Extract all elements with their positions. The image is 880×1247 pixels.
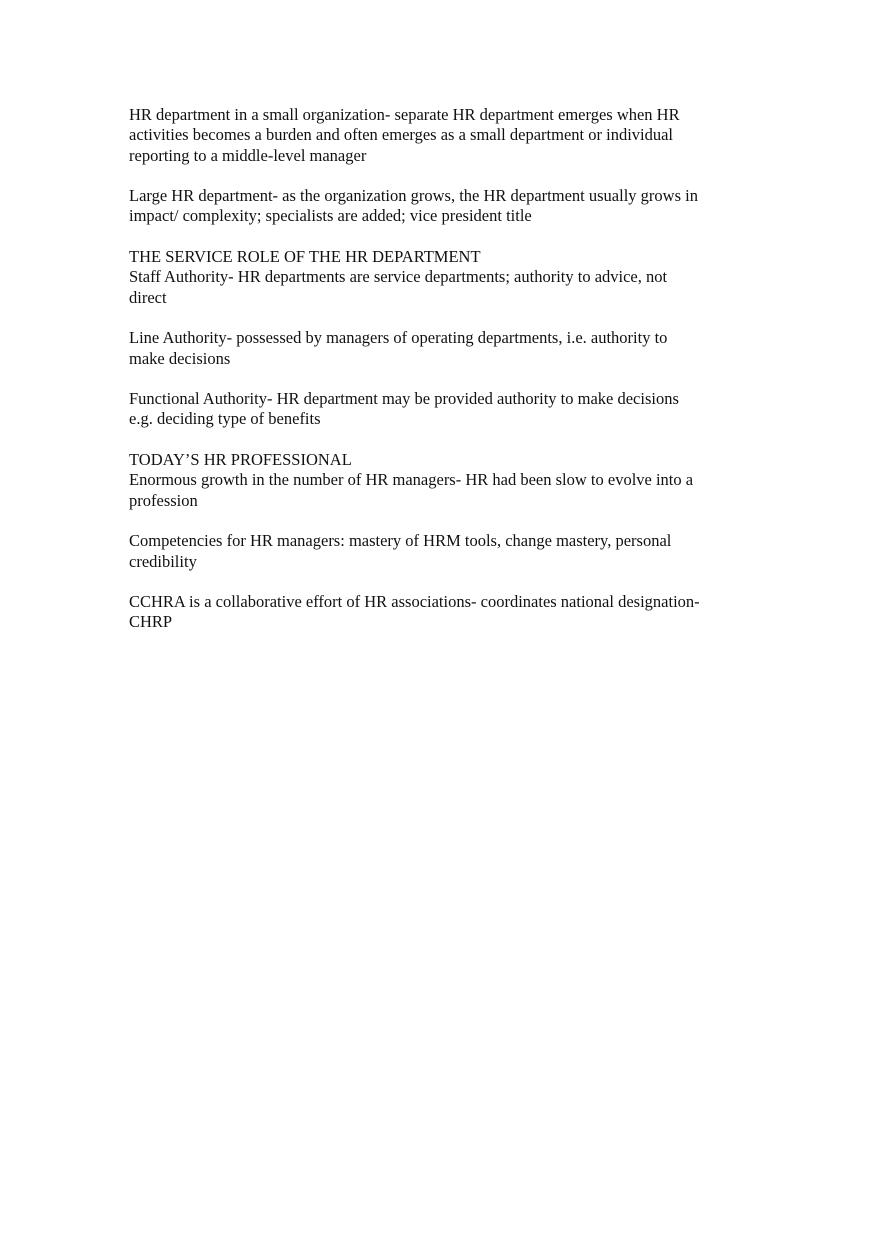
paragraph-cchra: CCHRA is a collaborative effort of HR associations- coordinates national designation- CHRP	[129, 592, 700, 632]
paragraph-gap	[129, 227, 739, 247]
heading-service-role: THE SERVICE ROLE OF THE HR DEPARTMENT	[129, 247, 481, 267]
paragraph-line-authority: Line Authority- possessed by managers of operating departments, i.e. authority to make decisions	[129, 328, 668, 368]
paragraph-gap	[129, 166, 739, 186]
paragraph-competencies: Competencies for HR managers: mastery of HRM tools, change mastery, personal credibility	[129, 531, 672, 571]
paragraph-gap	[129, 308, 739, 328]
paragraph-large-hr: Large HR department- as the organization grows, the HR department usually grows in impact/ complexity; specialists are added; vice president title	[129, 186, 698, 226]
paragraph-gap	[129, 511, 739, 531]
paragraph-staff-authority: Staff Authority- HR departments are service departments; authority to advice, not direct	[129, 267, 668, 307]
document-body	[129, 105, 739, 633]
paragraph-enormous-growth: Enormous growth in the number of HR managers- HR had been slow to evolve into a profession	[129, 470, 694, 510]
heading-todays-professional: TODAY’S HR PROFESSIONAL	[129, 450, 352, 470]
paragraph-functional-authority: Functional Authority- HR department may be provided authority to make decisions e.g. deciding type of benefits	[129, 389, 679, 429]
paragraph-gap	[129, 572, 739, 592]
paragraph-small-org-hr: HR department in a small organization- separate HR department emerges when HR activities becomes a burden and often emerges as a small department or individual reporting to a middle-level manager	[129, 105, 680, 165]
paragraph-gap	[129, 369, 739, 389]
paragraph-gap	[129, 430, 739, 450]
